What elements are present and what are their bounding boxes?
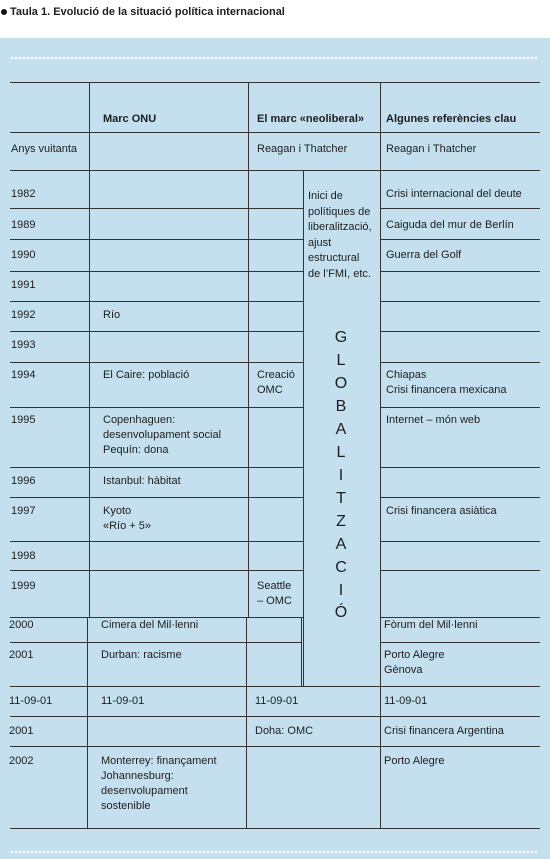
- row-year: 1989: [11, 219, 36, 231]
- cell-onu: Monterrey: finançament: [101, 755, 217, 767]
- table-rule: [380, 497, 540, 498]
- table-rule: [10, 407, 303, 408]
- globalization-letter: C: [335, 559, 347, 576]
- cell-neoliberal: Doha: OMC: [255, 725, 314, 737]
- table-rule: [10, 642, 301, 643]
- row-year: 11-09-01: [9, 695, 53, 707]
- cell-neoliberal: Reagan i Thatcher: [257, 143, 348, 155]
- globalization-letter: I: [338, 582, 344, 599]
- cell-referencia: Caiguda del mur de Berlín: [386, 219, 514, 231]
- cell-onu: desenvolupament social: [103, 429, 222, 441]
- table-rule: [380, 301, 540, 302]
- header-referencies: Algunes referències clau: [386, 113, 517, 125]
- table-rule: [380, 642, 540, 643]
- dotted-divider-bottom: [10, 850, 538, 854]
- row-year: 1990: [11, 249, 36, 261]
- globalization-letter: I: [338, 467, 344, 484]
- table-rule: [380, 407, 540, 408]
- globalization-letter: Ó: [334, 604, 348, 621]
- globalization-letter: L: [336, 352, 346, 369]
- table-rule: [380, 331, 540, 332]
- row-year: 1995: [11, 414, 36, 426]
- header-marc-onu: Marc ONU: [103, 113, 157, 125]
- cell-neoliberal: Creació: [257, 369, 295, 381]
- cell-onu: Copenhaguen:: [103, 414, 176, 426]
- table-rule: [10, 239, 303, 240]
- cell-onu: Río: [103, 309, 121, 321]
- table-rule: [380, 686, 381, 828]
- table-rule: [87, 617, 88, 828]
- cell-referencia: Porto Alegre: [384, 755, 445, 767]
- row-year: 1994: [11, 369, 36, 381]
- cell-neoliberal: OMC: [257, 384, 283, 396]
- cell-referencia: Reagan i Thatcher: [386, 143, 477, 155]
- table-rule: [380, 271, 540, 272]
- table-rule: [10, 828, 540, 829]
- cell-referencia: Crisi internacional del deute: [386, 188, 522, 200]
- row-year: 2001: [9, 649, 34, 661]
- cell-referencia: Gènova: [384, 664, 423, 676]
- table-rule: [380, 362, 540, 363]
- table-rule: [10, 497, 303, 498]
- cell-onu: Cimera del Mil·lenni: [101, 619, 199, 631]
- table-rule: [89, 82, 90, 617]
- table-rule: [301, 617, 302, 686]
- table-rule: [380, 541, 540, 542]
- globalization-letter: L: [336, 444, 346, 461]
- row-year: 2002: [9, 755, 34, 767]
- globalization-letter: T: [336, 490, 346, 507]
- table-rule: [380, 239, 540, 240]
- table-rule: [10, 301, 303, 302]
- cell-referencia: 11-09-01: [384, 695, 428, 707]
- row-year: 1982: [11, 188, 36, 200]
- cell-referencia: Guerra del Golf: [386, 249, 462, 261]
- row-year: 2001: [9, 725, 34, 737]
- cell-onu: Istanbul: hàbitat: [103, 475, 181, 487]
- row-year: Anys vuitanta: [11, 143, 78, 155]
- table-rule: [10, 716, 540, 717]
- cell-onu: sostenible: [101, 800, 151, 812]
- cell-neoliberal: – OMC: [257, 595, 292, 607]
- table-rule: [246, 617, 247, 828]
- cell-referencia: Crisi financera mexicana: [386, 384, 507, 396]
- table-rule: [10, 271, 303, 272]
- cell-onu: El Caire: població: [103, 369, 190, 381]
- row-year: 1996: [11, 475, 36, 487]
- table-rule: [380, 82, 381, 686]
- cell-referencia: Crisi financera Argentina: [384, 725, 504, 737]
- table-rule: [10, 362, 303, 363]
- bullet-icon: [1, 9, 7, 15]
- table-rule: [10, 208, 303, 209]
- cell-referencia: Porto Alegre: [384, 649, 445, 661]
- globalization-letter: B: [335, 398, 347, 415]
- cell-referencia: Internet – món web: [386, 414, 481, 426]
- table-rule: [380, 467, 540, 468]
- table-rule: [248, 82, 249, 617]
- table-rule: [10, 686, 540, 687]
- table-rule: [10, 746, 540, 747]
- table-rule: [10, 331, 303, 332]
- table-rule: [10, 570, 303, 571]
- cell-referencia: Fòrum del Mil·lenni: [384, 619, 478, 631]
- cell-onu: Johannesburg:: [101, 770, 174, 782]
- table-title: Taula 1. Evolució de la situació política internacional: [0, 6, 285, 18]
- cell-neoliberal: Seattle: [257, 580, 292, 592]
- cell-onu: «Río + 5»: [103, 520, 152, 532]
- table-rule: [10, 467, 303, 468]
- cell-onu: 11-09-01: [101, 695, 145, 707]
- row-year: 1997: [11, 505, 36, 517]
- cell-onu: Durban: racisme: [101, 649, 182, 661]
- cell-neoliberal: 11-09-01: [255, 695, 299, 707]
- row-year: 1999: [11, 580, 36, 592]
- globalization-letter: A: [335, 421, 347, 438]
- cell-referencia: Crisi financera asiàtica: [386, 505, 497, 517]
- table-rule: [10, 541, 303, 542]
- cell-referencia: Chiapas: [386, 369, 427, 381]
- row-year: 1992: [11, 309, 36, 321]
- row-year: 2000: [9, 619, 34, 631]
- dotted-divider-top: [10, 56, 538, 60]
- table-rule: [380, 208, 540, 209]
- cell-onu: desenvolupament: [101, 785, 188, 797]
- cell-onu: Kyoto: [103, 505, 132, 517]
- table-rule: [380, 570, 540, 571]
- row-year: 1998: [11, 550, 36, 562]
- row-year: 1993: [11, 339, 36, 351]
- liberalization-note: Inici de polítiques de liberalització, ajust estructural de l’FMI, etc.: [308, 190, 372, 280]
- globalization-letter: Z: [336, 513, 346, 530]
- globalization-letter: G: [334, 329, 348, 346]
- header-marc-neoliberal: El marc «neoliberal»: [257, 113, 364, 125]
- globalization-letter: O: [334, 375, 348, 392]
- globalization-letter: A: [335, 536, 347, 553]
- cell-onu: Pequín: dona: [103, 444, 169, 456]
- row-year: 1991: [11, 279, 36, 291]
